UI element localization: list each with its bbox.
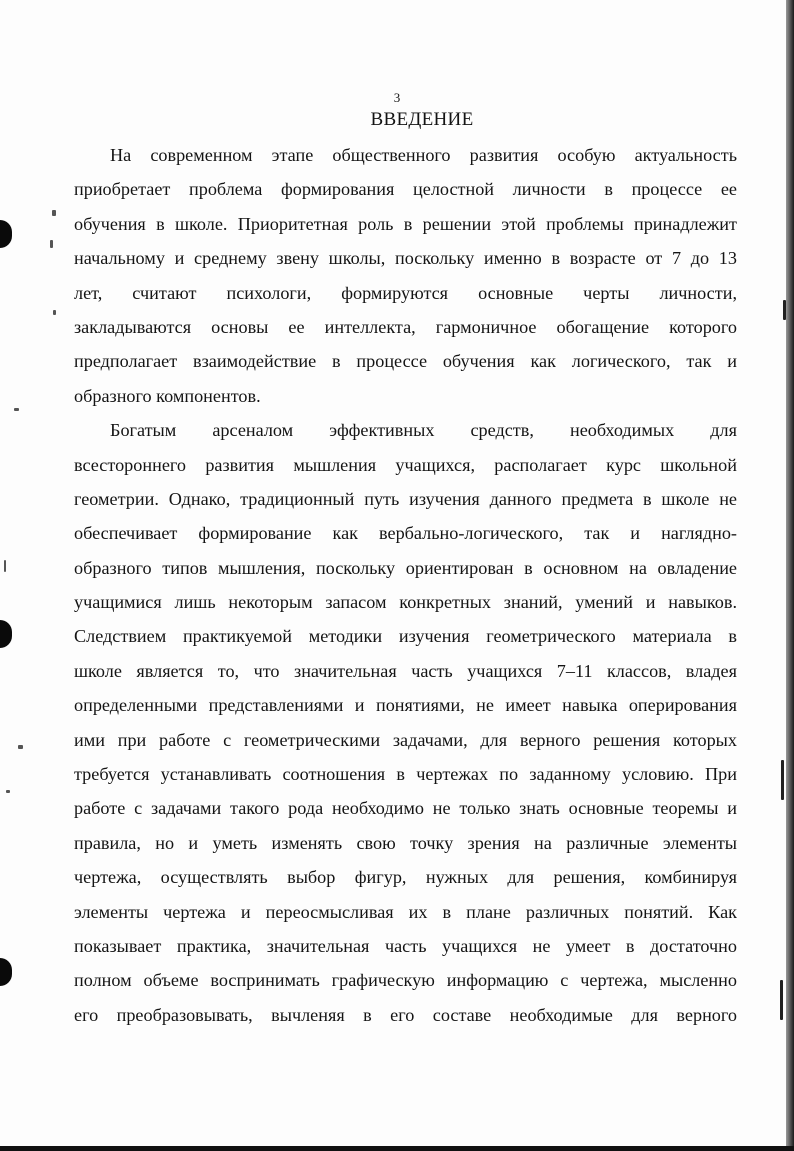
scan-edge-right	[786, 0, 794, 1151]
page-number: 3	[393, 90, 401, 105]
body-text	[74, 138, 737, 1032]
text-line: предполагает взаимодействие в процессе обучения как логического, так и	[74, 351, 737, 372]
text-line: закладываются основы ее интеллекта, гармоничное обогащение которого	[74, 316, 737, 337]
text-line: элементы чертежа и переосмысливая их в плане различных понятий. Как	[74, 901, 737, 922]
text-line: приобретает проблема формирования целостной личности в процессе ее	[74, 179, 737, 200]
scan-speck	[6, 790, 10, 793]
scan-speck	[781, 760, 784, 800]
text-line: образного компонентов.	[74, 385, 261, 406]
text-line: работе с задачами такого рода необходимо не только знать основные теоремы и	[74, 798, 737, 819]
text-line: определенными представлениями и понятиями, не имеет навыка оперирования	[74, 695, 737, 716]
paragraph	[74, 413, 737, 1032]
text-line: чертежа, осуществлять выбор фигур, нужных для решения, комбинируя	[74, 867, 737, 888]
text-line: Богатым арсеналом эффективных средств, необходимых для	[110, 420, 737, 441]
text-line: школе является то, что значительная часть учащихся 7–11 классов, владея	[74, 660, 737, 681]
section-heading: ВВЕДЕНИЕ	[370, 109, 474, 130]
scan-speck	[52, 210, 56, 216]
text-line: правила, но и уметь изменять свою точку зрения на различные элементы	[74, 832, 737, 853]
scan-speck	[50, 240, 53, 248]
scan-speck	[14, 408, 19, 411]
text-line: геометрии. Однако, традиционный путь изучения данного предмета в школе не	[74, 488, 737, 509]
text-line: обучения в школе. Приоритетная роль в решении этой проблемы принадлежит	[74, 213, 737, 234]
text-line: учащимися лишь некоторым запасом конкретных знаний, умений и навыков.	[74, 592, 737, 613]
text-line: Следствием практикуемой методики изучения геометрического материала в	[74, 626, 737, 647]
scan-speck	[4, 560, 6, 572]
punch-hole-mark	[0, 958, 12, 986]
scan-speck	[53, 310, 56, 315]
scan-edge-bottom	[0, 1146, 794, 1151]
punch-hole-mark	[0, 620, 12, 648]
text-line: На современном этапе общественного развития особую актуальность	[110, 145, 737, 165]
text-line: требуется устанавливать соотношения в чертежах по заданному условию. При	[74, 764, 737, 785]
paragraph	[74, 138, 737, 413]
text-line: показывает практика, значительная часть учащихся не умеет в достаточно	[74, 935, 737, 956]
scan-speck	[780, 980, 783, 1020]
text-line: ими при работе с геометрическими задачами, для верного решения которых	[74, 729, 737, 750]
text-line: образного типов мышления, поскольку ориентирован в основном на овладение	[74, 557, 737, 578]
text-line: полном объеме воспринимать графическую информацию с чертежа, мысленно	[74, 970, 737, 991]
text-line: обеспечивает формирование как вербально-логического, так и наглядно-	[74, 523, 737, 544]
punch-hole-mark	[0, 220, 12, 248]
scan-speck	[783, 300, 786, 320]
text-line: всестороннего развития мышления учащихся, располагает курс школьной	[74, 454, 737, 475]
text-line: лет, считают психологи, формируются основные черты личности,	[74, 282, 737, 303]
text-line: его преобразовывать, вычленяя в его составе необходимые для верного	[74, 1004, 737, 1025]
text-line: начальному и среднему звену школы, поскольку именно в возрасте от 7 до 13	[74, 248, 737, 269]
scan-speck	[18, 745, 23, 749]
